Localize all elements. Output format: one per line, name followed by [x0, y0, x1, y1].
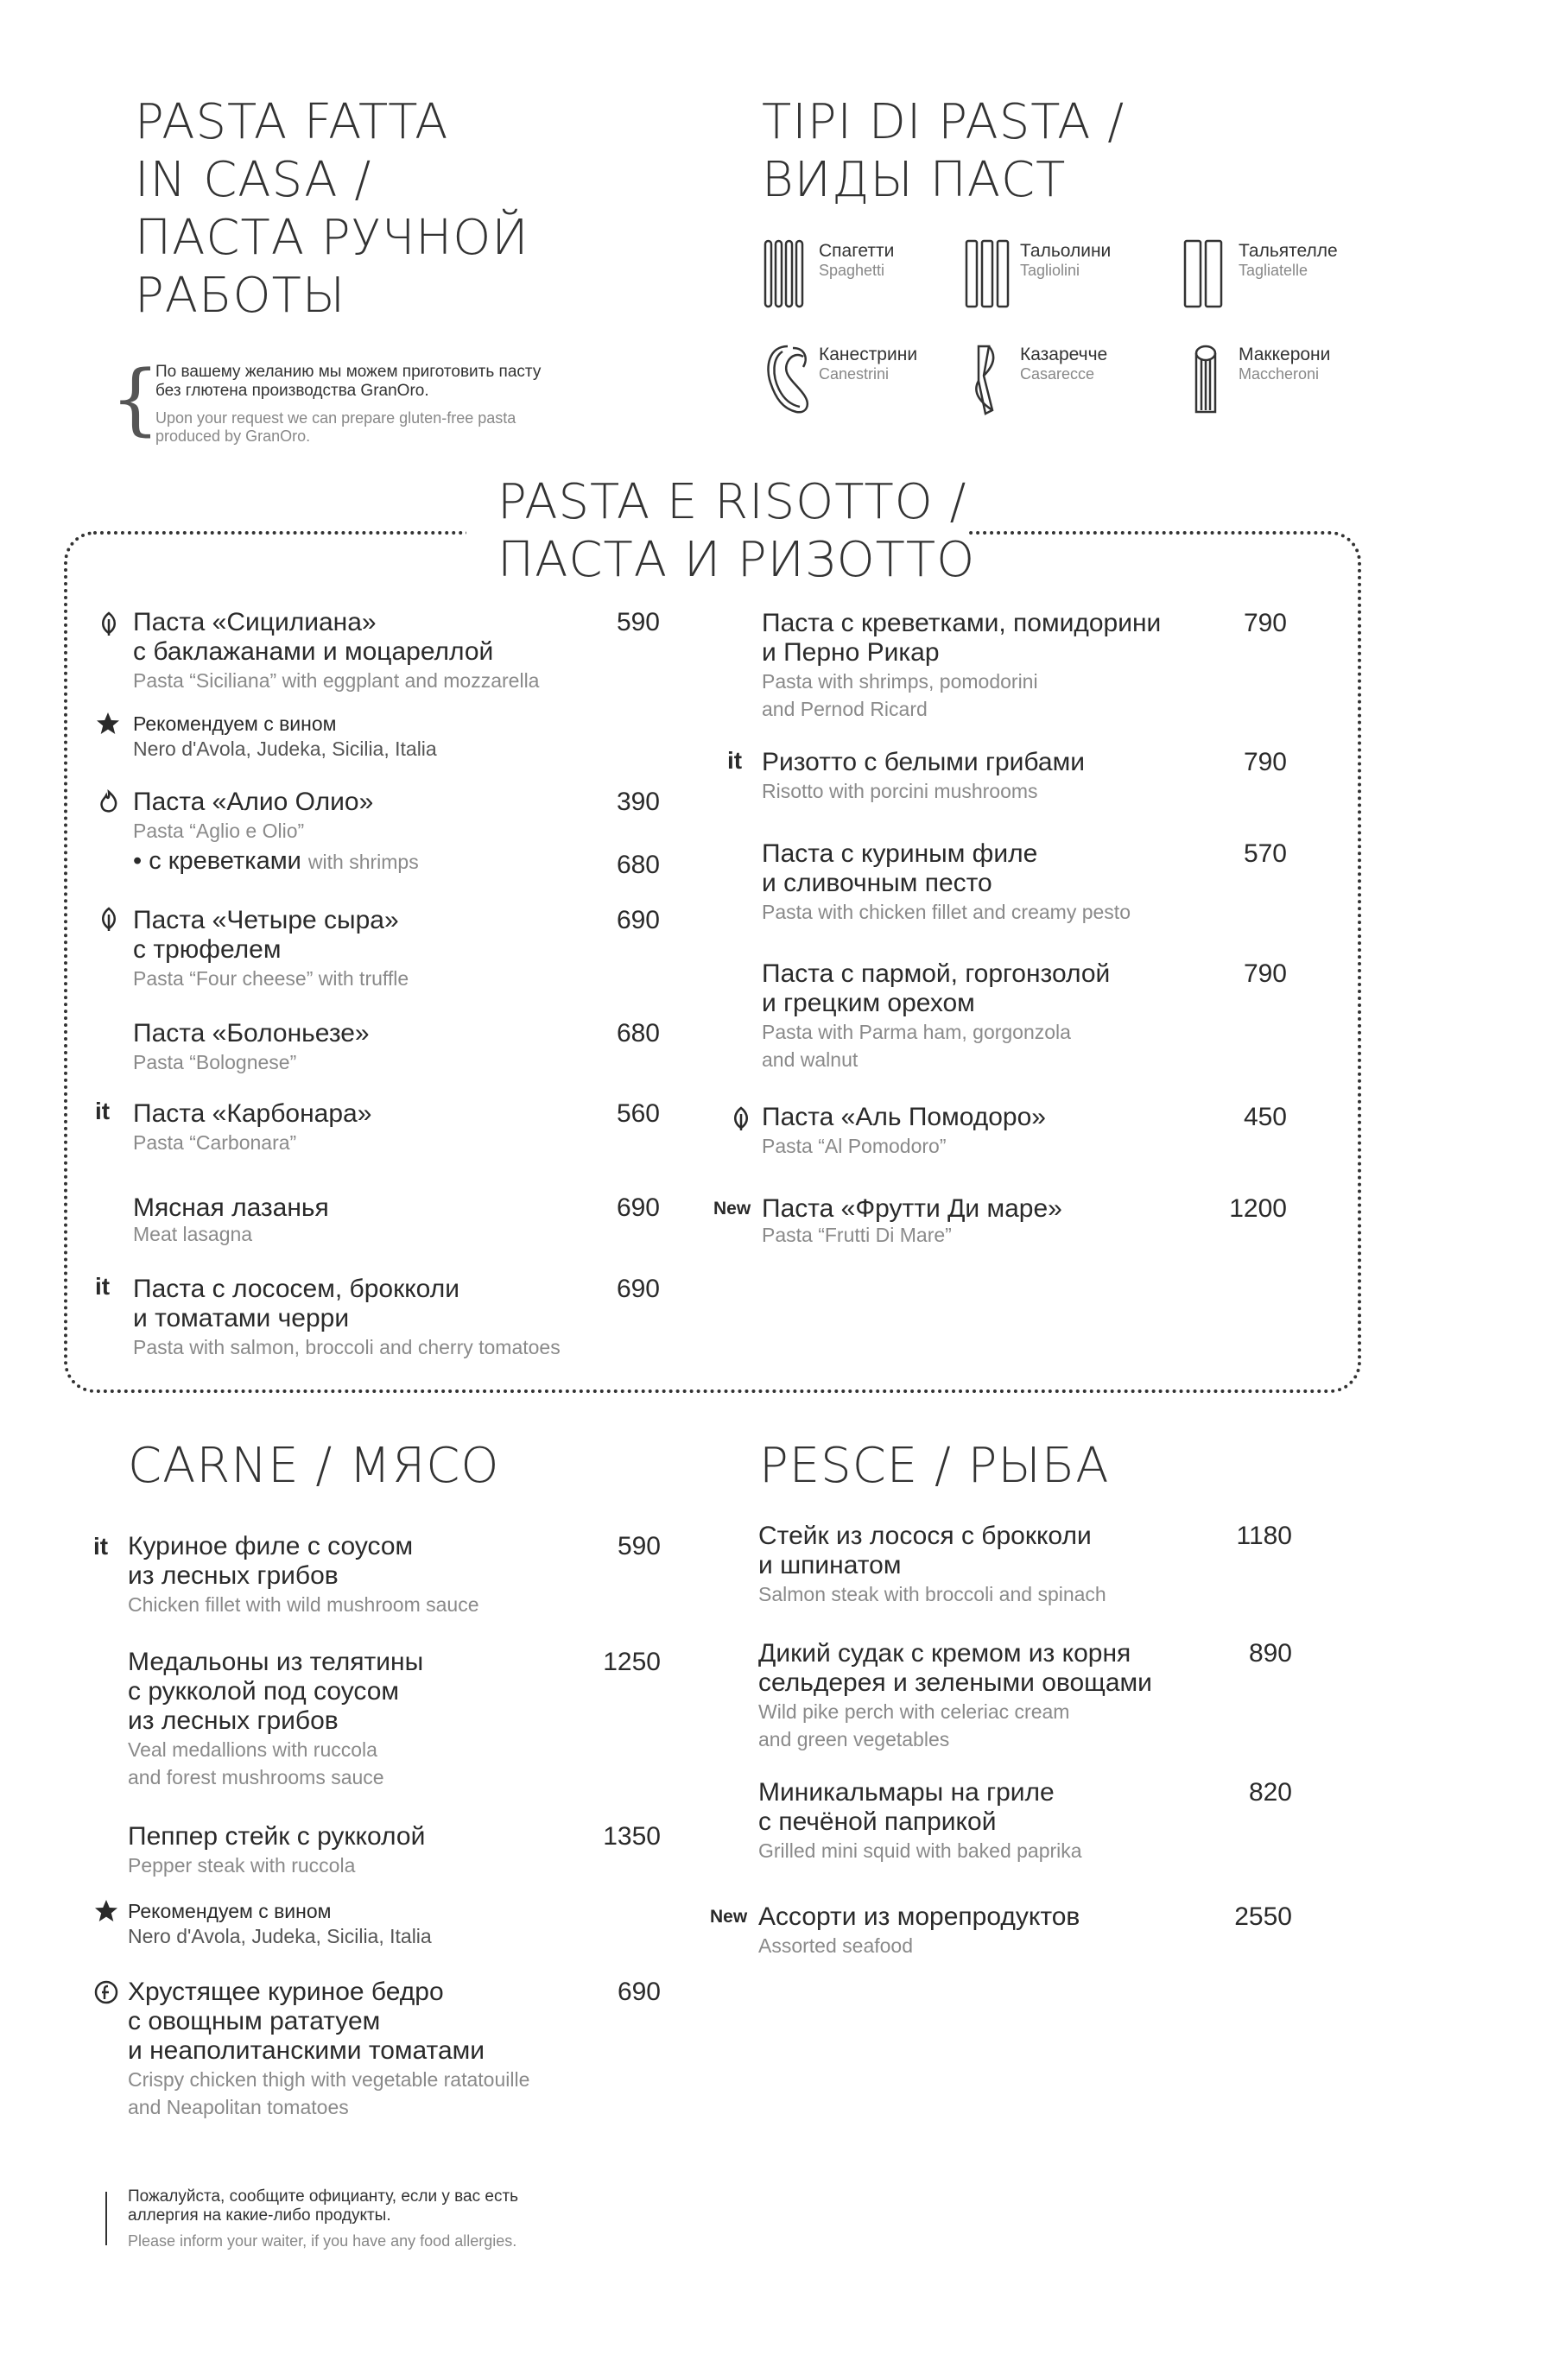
pasta-risotto-title: [497, 473, 975, 589]
item-desc: Risotto with porcini mushrooms: [762, 780, 1038, 802]
it-icon: it: [93, 1533, 109, 1560]
item-name: с овощным рататуем: [128, 2007, 381, 2035]
item-name: и шпинатом: [758, 1551, 902, 1579]
pasta-risotto-title-line-1: PASTA E RISOTTO /: [497, 474, 967, 530]
house-pasta-title-line-4: РАБОТЫ: [135, 268, 346, 324]
pasta-types-title: [762, 93, 1125, 209]
item-name: сельдерея и зелеными овощами: [758, 1668, 1152, 1697]
pasta-type-label-en: Canestrini: [819, 365, 890, 383]
menu-item-frutti-di-mare: [762, 1194, 1062, 1246]
item-name: Паста «Сицилиана»: [133, 608, 377, 636]
allergy-note-ru-2: аллергия на какие-либо продукты.: [128, 2206, 391, 2225]
menu-item-bolognese: [133, 1019, 370, 1076]
f-icon: [93, 1979, 119, 2005]
item-desc: Pasta with chicken fillet and creamy pesto: [762, 901, 1131, 923]
item-name: из лесных грибов: [128, 1706, 339, 1735]
item-name: Паста с креветками, помидорини: [762, 609, 1162, 637]
menu-item-salmon-steak: [758, 1522, 1106, 1608]
item-desc: Crispy chicken thigh with vegetable ratatouille: [128, 2068, 530, 2091]
pasta-type-label-ru: Маккерони: [1239, 345, 1331, 364]
leaf-icon: [728, 1105, 754, 1131]
gluten-free-note-ru-2: без глютена производства GranOro.: [155, 382, 429, 400]
pasta-types-title-line-2: ВИДЫ ПАСТ: [762, 152, 1067, 208]
pasta-type-label-ru: Тальолини: [1020, 241, 1112, 261]
leaf-icon: [96, 611, 122, 636]
menu-item-pike-perch: [758, 1639, 1152, 1753]
pesce-title: PESCE / РЫБА: [759, 1438, 1110, 1494]
item-price: 890: [1248, 1639, 1292, 1668]
item-name: с трюфелем: [133, 935, 282, 964]
item-desc: Pasta “Bolognese”: [133, 1051, 297, 1073]
menu-item-risotto: [762, 748, 1085, 805]
pasta-type-tagliatelle: [1182, 237, 1389, 324]
pasta-risotto-title-line-2: ПАСТА И РИЗОТТО: [497, 532, 976, 588]
item-name: Паста «Четыре сыра»: [133, 906, 399, 934]
spaghetti-icon: [762, 237, 810, 312]
item-desc: Pasta with shrimps, pomodorini: [762, 670, 1038, 693]
house-pasta-title-line-2: IN CASA /: [135, 152, 372, 208]
item-desc: Salmon steak with broccoli and spinach: [758, 1583, 1106, 1605]
menu-item-four-cheese: [133, 906, 409, 992]
pasta-type-label-en: Tagliatelle: [1239, 262, 1308, 279]
wine-recommendation: [133, 712, 437, 762]
menu-item-chicken-thigh: [128, 1978, 529, 2121]
menu-item-parma-pasta: [762, 959, 1110, 1073]
maccheroni-icon: [1182, 341, 1230, 419]
item-desc: Pasta with salmon, broccoli and cherry tomatoes: [133, 1336, 561, 1358]
new-badge: New: [710, 1907, 748, 1927]
menu-item-carbonara: [133, 1099, 371, 1156]
item-name: и неаполитанскими томатами: [128, 2036, 485, 2065]
pasta-type-label-en: Spaghetti: [819, 262, 885, 279]
item-name: Пеппер стейк с рукколой: [128, 1822, 426, 1851]
allergy-note-en-1: Please inform your waiter, if you have any food allergies.: [128, 2232, 517, 2250]
item-name: с баклажанами и моцареллой: [133, 637, 494, 666]
item-desc: and Pernod Ricard: [762, 698, 928, 720]
pasta-type-label-ru: Тальятелле: [1239, 241, 1338, 261]
item-desc: Grilled mini squid with baked paprika: [758, 1839, 1082, 1862]
menu-item-mini-squid: [758, 1778, 1082, 1864]
item-name: Паста «Аль Помодоро»: [762, 1103, 1046, 1131]
pasta-type-casarecce: [963, 341, 1170, 427]
item-name: Паста «Карбонара»: [133, 1099, 372, 1128]
gluten-free-note-en-2: produced by GranOro.: [155, 427, 311, 445]
menu-item-chicken-fillet: [128, 1532, 479, 1618]
item-desc: and forest mushrooms sauce: [128, 1766, 384, 1788]
item-desc: and green vegetables: [758, 1728, 950, 1750]
star-icon: [93, 1898, 119, 1924]
item-option-ru: • с креветками: [133, 847, 301, 875]
item-desc: Pasta “Frutti Di Mare”: [762, 1224, 952, 1246]
item-name: Мясная лазанья: [133, 1193, 329, 1222]
it-icon: it: [95, 1098, 111, 1124]
star-icon: [95, 711, 121, 737]
item-price: 690: [616, 906, 660, 934]
menu-item-veal-medallions: [128, 1648, 423, 1791]
pasta-type-canestrini: [762, 341, 969, 427]
pasta-type-label-ru: Спагетти: [819, 241, 895, 261]
pasta-type-label-ru: Казаречче: [1020, 345, 1108, 364]
item-desc: Meat lasagna: [133, 1223, 253, 1245]
wine-recommend-ru: Рекомендуем с вином: [133, 712, 337, 735]
item-name: Паста с лососем, брокколи: [133, 1275, 459, 1303]
pasta-type-label-en: Maccheroni: [1239, 365, 1320, 383]
item-name: с печёной паприкой: [758, 1807, 997, 1836]
item-price: 690: [616, 1275, 660, 1303]
item-option-price: 680: [616, 851, 660, 879]
item-price: 2550: [1234, 1902, 1292, 1931]
item-desc: Pasta “Siciliana” with eggplant and mozzarella: [133, 669, 540, 692]
item-name: Медальоны из телятины: [128, 1648, 424, 1676]
wine-recommendation: [128, 1899, 432, 1949]
item-price: 1350: [603, 1822, 661, 1851]
item-desc: Pasta “Carbonara”: [133, 1131, 297, 1154]
item-desc: Pasta with Parma ham, gorgonzola: [762, 1021, 1071, 1043]
item-price: 790: [1243, 609, 1287, 637]
item-option: [133, 846, 419, 877]
menu-item-aglio-olio: [133, 788, 419, 877]
it-icon: it: [95, 1273, 111, 1300]
menu-item-pepper-steak: [128, 1822, 425, 1879]
item-name: с рукколой под соусом: [128, 1677, 400, 1706]
menu-item-assorted-seafood: [758, 1902, 1080, 1959]
house-pasta-title-line-3: ПАСТА РУЧНОЙ: [135, 210, 529, 266]
pasta-types-title-line-1: TIPI DI PASTA /: [762, 94, 1125, 150]
item-desc: Wild pike perch with celeriac cream: [758, 1700, 1070, 1723]
item-desc: and walnut: [762, 1048, 859, 1071]
menu-item-shrimp-pasta: [762, 609, 1161, 723]
item-desc: Veal medallions with ruccola: [128, 1738, 377, 1761]
tagliolini-icon: [963, 237, 1015, 312]
chili-icon: [96, 788, 122, 814]
item-name: и сливочным песто: [762, 869, 992, 897]
item-price: 690: [616, 1193, 660, 1222]
item-price: 1180: [1236, 1522, 1292, 1550]
menu-item-salmon-pasta: [133, 1275, 561, 1361]
pasta-type-tagliolini: [963, 237, 1170, 324]
pasta-type-label-ru: Канестрини: [819, 345, 918, 364]
pasta-type-label-en: Casarecce: [1020, 365, 1095, 383]
menu-item-siciliana: [133, 608, 539, 694]
canestrini-icon: [762, 341, 814, 419]
wine-recommend-en: Nero d'Avola, Judeka, Sicilia, Italia: [128, 1925, 432, 1947]
wine-recommend-en: Nero d'Avola, Judeka, Sicilia, Italia: [133, 737, 437, 760]
item-name: и Перно Рикар: [762, 638, 940, 667]
gluten-free-note: [155, 363, 541, 446]
item-desc: Assorted seafood: [758, 1934, 914, 1957]
item-price: 590: [617, 1532, 661, 1560]
pasta-type-spaghetti: [762, 237, 969, 324]
allergy-note: [128, 2187, 518, 2250]
item-price: 590: [616, 608, 660, 636]
item-name: Куриное филе с соусом: [128, 1532, 414, 1560]
menu-item-lasagna: [133, 1193, 329, 1245]
item-name: и томатами черри: [133, 1304, 350, 1332]
gluten-free-note-ru-1: По вашему желанию мы можем приготовить пасту: [155, 363, 542, 381]
item-desc: Pasta “Four cheese” with truffle: [133, 967, 409, 990]
gluten-free-note-en-1: Upon your request we can prepare gluten-free pasta: [155, 409, 516, 427]
item-name: Паста с пармой, горгонзолой: [762, 959, 1111, 988]
item-price: 1250: [603, 1648, 661, 1676]
item-price: 690: [617, 1978, 661, 2006]
item-name: Паста «Фрутти Ди маре»: [762, 1194, 1062, 1223]
allergy-note-ru-1: Пожалуйста, сообщите официанту, если у вас есть: [128, 2187, 519, 2206]
item-price: 570: [1243, 839, 1287, 868]
new-badge: New: [713, 1199, 751, 1218]
house-pasta-section: [135, 93, 529, 325]
item-price: 450: [1243, 1103, 1287, 1131]
item-name: Хрустящее куриное бедро: [128, 1978, 444, 2006]
tagliatelle-icon: [1182, 237, 1230, 312]
item-name: Ассорти из морепродуктов: [758, 1902, 1080, 1931]
item-price: 560: [616, 1099, 660, 1128]
item-desc: and Neapolitan tomatoes: [128, 2096, 349, 2118]
curly-brace-icon: {: [111, 354, 161, 445]
item-name: Миникальмары на гриле: [758, 1778, 1055, 1807]
item-price: 390: [616, 788, 660, 816]
it-icon: it: [727, 747, 743, 774]
wine-recommend-ru: Рекомендуем с вином: [128, 1900, 332, 1922]
leaf-icon: [96, 906, 122, 932]
item-price: 790: [1243, 748, 1287, 776]
item-name: Дикий судак с кремом из корня: [758, 1639, 1131, 1668]
pasta-type-maccheroni: [1182, 341, 1389, 427]
item-desc: Pasta “Aglio e Olio”: [133, 820, 305, 842]
item-name: Стейк из лосося с брокколи: [758, 1522, 1092, 1550]
item-name: Ризотто с белыми грибами: [762, 748, 1085, 776]
item-name: и грецким орехом: [762, 989, 975, 1017]
item-name: из лесных грибов: [128, 1561, 339, 1590]
item-name: Паста «Болоньезе»: [133, 1019, 370, 1048]
item-price: 820: [1248, 1778, 1292, 1807]
house-pasta-title-line-1: PASTA FATTA: [135, 94, 449, 150]
item-desc: Pepper steak with ruccola: [128, 1854, 356, 1877]
menu-item-pomodoro: [762, 1103, 1046, 1160]
footer-divider: [105, 2192, 107, 2245]
item-desc: Pasta “Al Pomodoro”: [762, 1135, 947, 1157]
pasta-type-label-en: Tagliolini: [1020, 262, 1080, 279]
item-name: Паста «Алио Олио»: [133, 788, 374, 816]
item-name: Паста с куриным филе: [762, 839, 1038, 868]
item-price: 680: [616, 1019, 660, 1048]
item-price: 1200: [1229, 1194, 1287, 1223]
item-option-en: with shrimps: [307, 851, 419, 873]
item-desc: Chicken fillet with wild mushroom sauce: [128, 1593, 479, 1616]
carne-title: CARNE / МЯСО: [128, 1438, 500, 1494]
menu-item-chicken-pesto: [762, 839, 1131, 926]
item-price: 790: [1243, 959, 1287, 988]
casarecce-icon: [963, 341, 1011, 419]
